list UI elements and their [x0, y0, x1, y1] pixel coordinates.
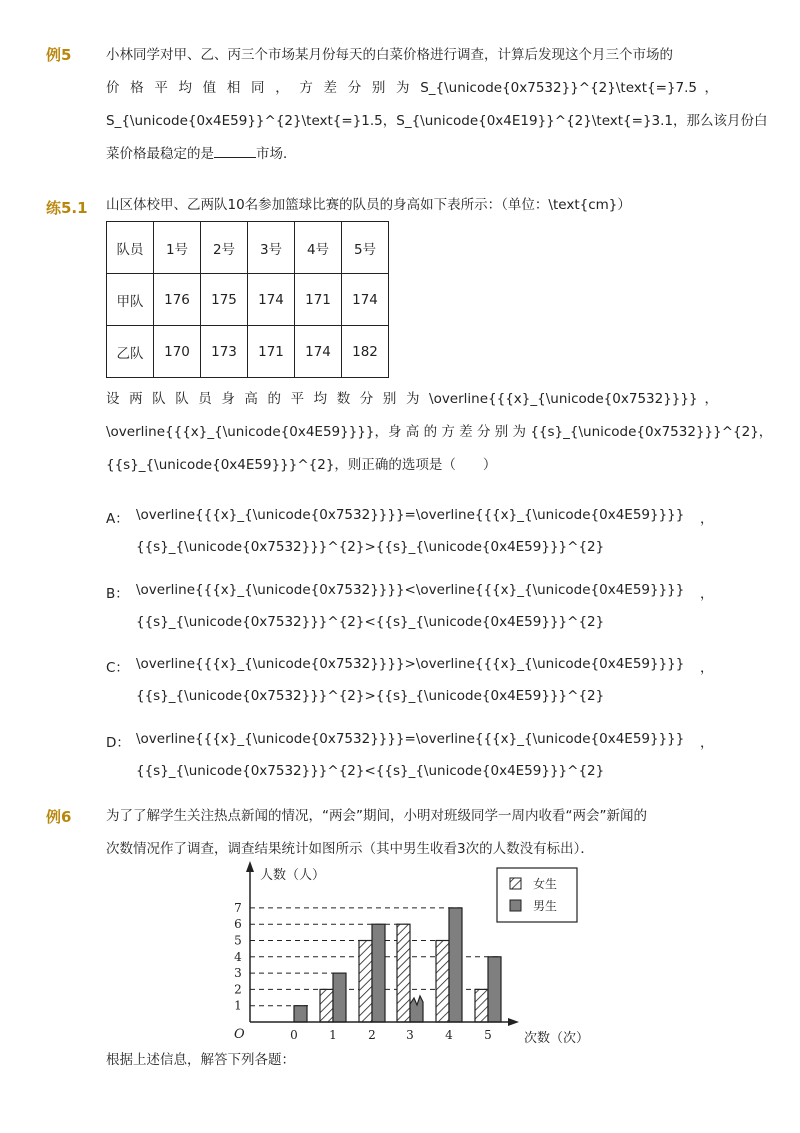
legend-swatch-male [510, 900, 521, 911]
y-tick-label: 4 [234, 949, 242, 964]
table-cell: 170 [154, 326, 201, 378]
option-line-1: \overline{{{x}_{\unicode{0x7532}}}}>\overline{{{x}_{\unicode{0x4E59}}}} [136, 656, 685, 672]
example-5-line-4b: 市场． [256, 146, 297, 162]
chart-legend [497, 868, 577, 922]
bar-female-5 [475, 989, 488, 1022]
table-cell: 174 [295, 326, 342, 378]
bar-female-4 [436, 941, 449, 1023]
x-tick-label: 5 [484, 1028, 492, 1042]
option-comma: ， [700, 735, 714, 751]
example-5-line-4a: 菜价格最稳定的是 [106, 146, 214, 162]
table-header-cell: 队员 [107, 222, 154, 274]
bar-female-2 [359, 941, 372, 1023]
example-6-label: 例6 [46, 808, 72, 826]
chart-bars [294, 908, 501, 1022]
practice-question-line-2: \overline{{{x}_{\unicode{0x4E59}}}}，身 高 的 方 差 分 别 为 {{s}_{\unicode{0x7532}}}^{2}， [106, 424, 773, 440]
option-line-1: \overline{{{x}_{\unicode{0x7532}}}}<\overline{{{x}_{\unicode{0x4E59}}}} [136, 582, 685, 598]
table-cell: 173 [201, 326, 248, 378]
table-cell: 171 [248, 326, 295, 378]
x-tick-label: 0 [290, 1028, 298, 1042]
table-cell: 175 [201, 274, 248, 326]
table-header-cell: 5号 [342, 222, 389, 274]
example-5-line-1: 小林同学对甲、乙、丙三个市场某月份每天的白菜价格进行调查，计算后发现这个月三个市场的 [106, 47, 673, 63]
legend-swatch-female [510, 878, 521, 889]
bar-male-3-torn [410, 996, 423, 1022]
table-cell: 甲队 [107, 274, 154, 326]
practice-question-line-1: 设 两 队 队 员 身 高 的 平 均 数 分 别 为 \overline{{{x}_{\unicode{0x7532}}}} ， [106, 391, 718, 407]
option-line-1: \overline{{{x}_{\unicode{0x7532}}}}=\overline{{{x}_{\unicode{0x4E59}}}} [136, 507, 685, 523]
table-header-cell: 3号 [248, 222, 295, 274]
table-cell: 176 [154, 274, 201, 326]
example-5-line-2: 价 格 平 均 值 相 同 ， 方 差 分 别 为 S_{\unicode{0x7532}}^{2}\text{=}7.5 ， [106, 80, 718, 96]
bar-male-5 [488, 957, 501, 1022]
table-header-cell: 4号 [295, 222, 342, 274]
option-comma: ， [700, 660, 714, 676]
option-line-1: \overline{{{x}_{\unicode{0x7532}}}}=\overline{{{x}_{\unicode{0x4E59}}}} [136, 731, 685, 747]
option-key: C： [106, 660, 129, 676]
practice-intro-text: 山区体校甲、乙两队10名参加篮球比赛的队员的身高如下表所示：（单位：\text{cm}） [106, 197, 631, 213]
practice-question-line-3: {{s}_{\unicode{0x4E59}}}^{2}，则正确的选项是（ ） [106, 457, 497, 473]
bar-female-3 [397, 924, 410, 1022]
y-axis-arrow [246, 861, 254, 872]
example-6-line-1: 为了了解学生关注热点新闻的情况，“两会”期间，小明对班级同学一周内收看“两会”新闻的 [106, 808, 647, 824]
option-line-2: {{s}_{\unicode{0x7532}}}^{2}>{{s}_{\unicode{0x4E59}}}^{2} [136, 539, 605, 555]
bar-female-1 [320, 989, 333, 1022]
y-tick-label: 3 [234, 966, 242, 981]
example-6-closing [106, 1044, 718, 1077]
table-cell: 174 [342, 274, 389, 326]
x-tick-label: 2 [368, 1028, 376, 1042]
table-cell: 174 [248, 274, 295, 326]
example-5-label: 例5 [46, 46, 72, 64]
practice-5-1-label: 练5.1 [46, 199, 88, 217]
option-comma: ， [700, 511, 714, 527]
closing-line: 根据上述信息，解答下列各题： [106, 1052, 295, 1068]
option-key: A： [106, 511, 129, 527]
x-axis-label: 次数（次） [524, 1031, 590, 1046]
x-tick-label: 1 [329, 1028, 337, 1042]
table-cell: 171 [295, 274, 342, 326]
legend-label-female: 女生 [533, 877, 558, 891]
example-6-line-2: 次数情况作了调查，调查结果统计如图所示（其中男生收看3次的人数没有标出）． [106, 841, 594, 857]
bar-male-2 [372, 924, 385, 1022]
option-line-2: {{s}_{\unicode{0x7532}}}^{2}<{{s}_{\unicode{0x4E59}}}^{2} [136, 614, 605, 630]
x-tick-label: 3 [406, 1028, 414, 1042]
table-cell: 182 [342, 326, 389, 378]
bar-male-0 [294, 1006, 307, 1022]
table-header-cell: 2号 [201, 222, 248, 274]
option-line-2: {{s}_{\unicode{0x7532}}}^{2}>{{s}_{\unicode{0x4E59}}}^{2} [136, 688, 605, 704]
bar-male-1 [333, 973, 346, 1022]
y-tick-label: 5 [234, 933, 242, 948]
table-cell: 乙队 [107, 326, 154, 378]
option-key: D： [106, 735, 130, 751]
y-tick-label: 7 [234, 900, 242, 915]
option-comma: ， [700, 586, 714, 602]
table-header-cell: 1号 [154, 222, 201, 274]
legend-label-male: 男生 [533, 899, 558, 913]
origin-label: O [234, 1027, 245, 1042]
y-tick-label: 1 [234, 998, 242, 1013]
option-line-2: {{s}_{\unicode{0x7532}}}^{2}<{{s}_{\unicode{0x4E59}}}^{2} [136, 763, 605, 779]
example-5-line-3: S_{\unicode{0x4E59}}^{2}\text{=}1.5，S_{\unicode{0x4E19}}^{2}\text{=}3.1，那么该月份白 [106, 113, 768, 129]
y-tick-label: 6 [234, 917, 242, 932]
bar-male-4 [449, 908, 462, 1022]
x-axis-arrow [508, 1018, 519, 1026]
y-axis-label: 人数（人） [260, 868, 326, 883]
y-tick-label: 2 [234, 982, 242, 997]
x-tick-label: 4 [445, 1028, 453, 1042]
option-key: B： [106, 586, 129, 602]
